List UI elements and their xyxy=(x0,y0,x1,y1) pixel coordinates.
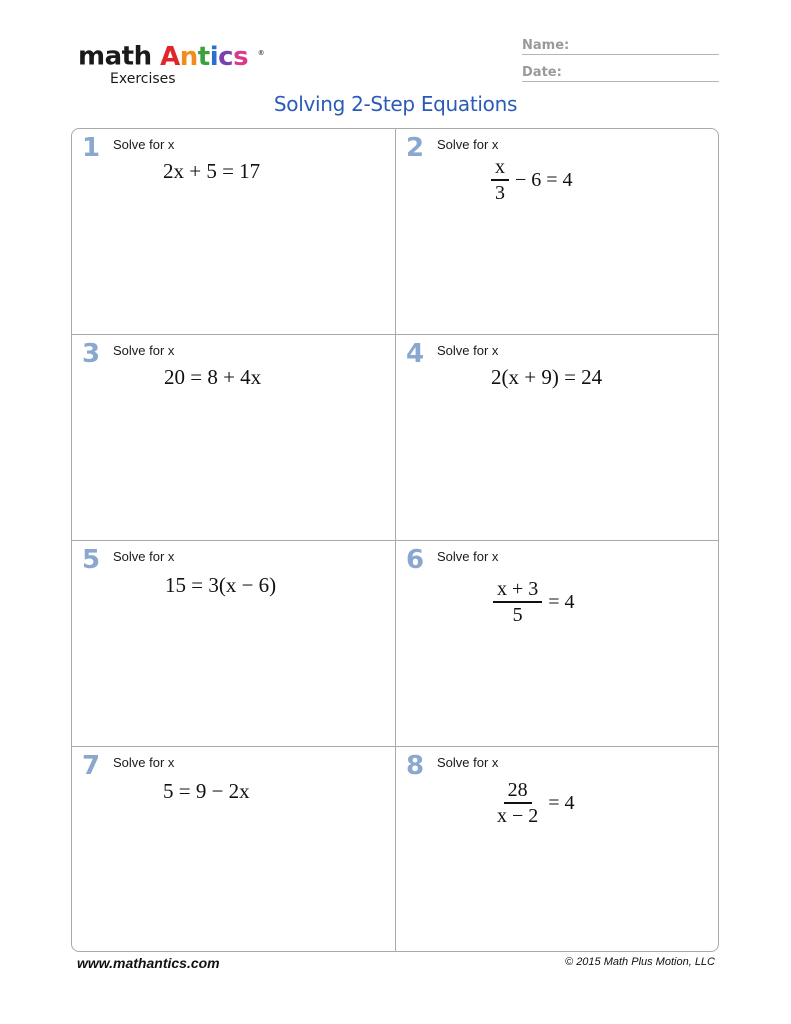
logo-letter: t xyxy=(197,41,210,72)
problem-cell-7[interactable] xyxy=(72,747,396,952)
logo-math-text: math xyxy=(78,41,152,72)
fraction-numerator: x + 3 xyxy=(493,578,542,603)
problem-instruction: Solve for x xyxy=(437,343,499,358)
problem-number: 4 xyxy=(406,339,425,369)
problem-equation xyxy=(491,156,573,204)
problem-instruction: Solve for x xyxy=(113,755,175,770)
problem-instruction: Solve for x xyxy=(437,137,499,152)
problem-cell-3[interactable] xyxy=(72,335,396,541)
logo-subtitle: Exercises xyxy=(110,71,176,87)
fraction-denominator: 3 xyxy=(495,182,505,204)
problem-equation: 15 = 3(x − 6) xyxy=(165,573,277,597)
problem-cell-1[interactable] xyxy=(72,129,396,335)
equation-remainder: = 4 xyxy=(548,591,575,613)
problem-cell-4[interactable] xyxy=(396,335,719,541)
problem-instruction: Solve for x xyxy=(113,137,175,152)
name-label: Name: xyxy=(522,38,570,53)
equation-remainder: = 4 xyxy=(548,792,575,814)
logo-letter: i xyxy=(209,41,219,72)
problem-equation xyxy=(493,578,575,626)
logo-letter: s xyxy=(233,41,249,72)
logo-wordmark xyxy=(78,38,278,72)
problem-instruction: Solve for x xyxy=(437,755,499,770)
logo-letter: n xyxy=(179,41,198,72)
problem-number: 7 xyxy=(82,751,101,781)
date-field[interactable] xyxy=(522,63,719,82)
problem-number: 8 xyxy=(406,751,425,781)
equation-remainder: − 6 = 4 xyxy=(515,169,573,191)
math-antics-logo xyxy=(78,38,278,94)
date-label: Date: xyxy=(522,65,562,80)
problem-equation: 20 = 8 + 4x xyxy=(164,365,262,389)
problem-instruction: Solve for x xyxy=(113,343,175,358)
fraction xyxy=(493,578,542,626)
fraction xyxy=(491,156,509,204)
problem-number: 6 xyxy=(406,545,425,575)
problem-instruction: Solve for x xyxy=(437,549,499,564)
problem-grid xyxy=(71,128,719,952)
fraction-denominator: x − 2 xyxy=(497,805,539,827)
website-link[interactable]: www.mathantics.com xyxy=(77,955,220,971)
problem-cell-8[interactable] xyxy=(396,747,719,952)
problem-equation: 5 = 9 − 2x xyxy=(163,779,250,803)
problem-cell-5[interactable] xyxy=(72,541,396,747)
copyright-notice: © 2015 Math Plus Motion, LLC xyxy=(565,956,715,968)
problem-cell-6[interactable] xyxy=(396,541,719,747)
problem-number: 1 xyxy=(82,133,101,163)
logo-antics-text xyxy=(160,42,256,72)
problem-number: 5 xyxy=(82,545,101,575)
problem-number: 3 xyxy=(82,339,101,369)
problem-equation xyxy=(493,779,575,827)
problem-number: 2 xyxy=(406,133,425,163)
fraction-numerator: 28 xyxy=(504,779,532,804)
logo-letter: c xyxy=(218,41,234,72)
logo-letter: A xyxy=(160,41,180,72)
problem-instruction: Solve for x xyxy=(113,549,175,564)
problem-equation: 2x + 5 = 17 xyxy=(163,159,261,183)
fraction xyxy=(493,779,542,827)
fraction-denominator: 5 xyxy=(512,604,523,626)
problem-equation: 2(x + 9) = 24 xyxy=(491,365,603,389)
worksheet-title: Solving 2-Step Equations xyxy=(273,92,518,116)
fraction-numerator: x xyxy=(491,156,509,181)
name-field[interactable] xyxy=(522,36,719,55)
problem-cell-2[interactable] xyxy=(396,129,719,335)
trademark-symbol: ® xyxy=(257,49,265,57)
